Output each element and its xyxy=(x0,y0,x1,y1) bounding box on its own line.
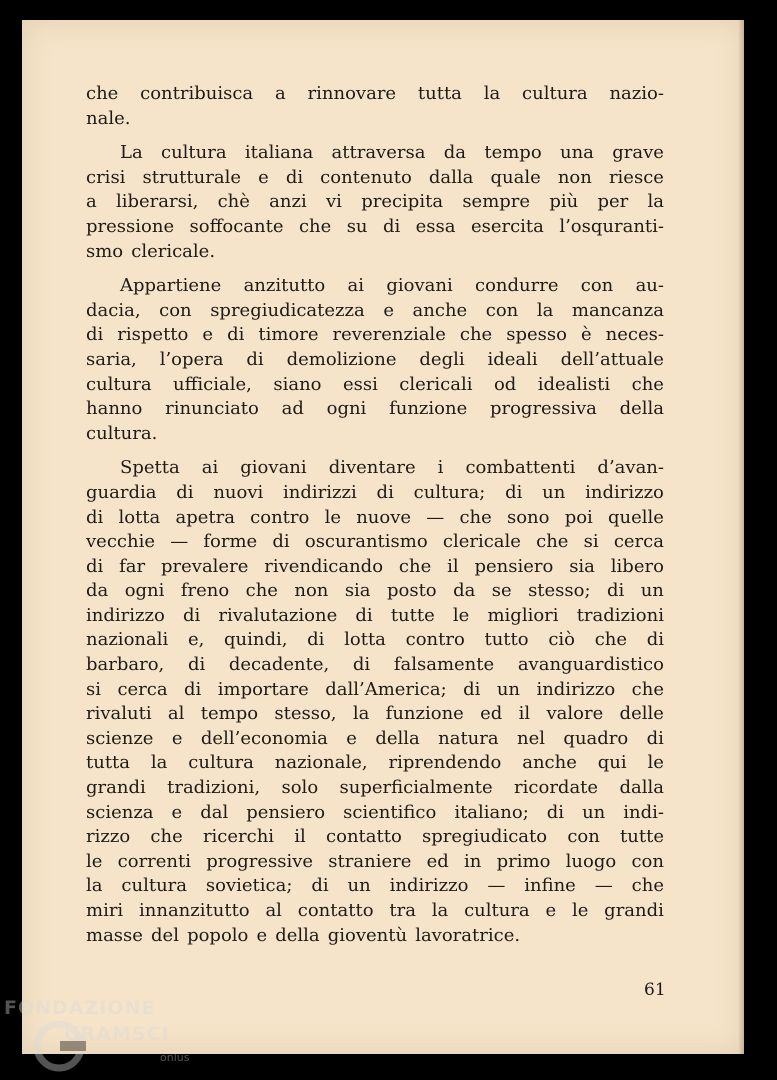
text-line: nazionali e, quindi, di lotta contro tutto ciò che di xyxy=(86,629,664,651)
paragraph xyxy=(86,141,664,264)
text-line: si cerca di importare dall’America; di un indirizzo che xyxy=(86,678,664,700)
watermark xyxy=(4,993,204,1073)
text-line: a liberarsi, chè anzi vi precipita sempre più per la xyxy=(86,191,664,213)
paragraph xyxy=(86,82,664,131)
watermark-sub: onlus xyxy=(160,1051,190,1064)
text-line: guardia di nuovi indirizzi di cultura; di un indirizzo xyxy=(86,481,664,503)
text-line: Spetta ai giovani diventare i combattenti d’avan- xyxy=(120,457,664,479)
paragraph xyxy=(86,274,664,446)
watermark-line1: FONDAZIONE xyxy=(4,997,156,1019)
text-line: nale. xyxy=(86,107,131,129)
text-line: saria, l’opera di demolizione degli ideali dell’attuale xyxy=(86,348,664,370)
page-number: 61 xyxy=(644,980,666,1000)
text-line: indirizzo di rivalutazione di tutte le migliori tradizioni xyxy=(86,604,664,626)
watermark-line2: GRAMSCI xyxy=(64,1023,170,1045)
text-line: dacia, con spregiudicatezza e anche con la mancanza xyxy=(86,299,664,321)
text-line: crisi strutturale e di contenuto dalla quale non riesce xyxy=(86,166,664,188)
text-line: che contribuisca a rinnovare tutta la cultura nazio- xyxy=(86,83,664,104)
text-line: da ogni freno che non sia posto da se stesso; di un xyxy=(86,580,664,602)
page-edge-shadow xyxy=(738,20,744,1054)
text-line: Appartiene anzitutto ai giovani condurre con au- xyxy=(120,275,664,297)
text-line: smo clericale. xyxy=(86,240,216,262)
text-line: miri innanzitutto al contatto tra la cultura e le grandi xyxy=(86,900,664,921)
text-line: rivaluti al tempo stesso, la funzione ed il valore delle xyxy=(86,703,664,725)
text-line: di lotta apetra contro le nuove — che sono poi quelle xyxy=(86,506,664,528)
text-line: cultura. xyxy=(86,422,158,444)
text-line: hanno rinunciato ad ogni funzione progressiva della xyxy=(86,398,664,420)
paragraph xyxy=(86,456,664,948)
text-line: rizzo che ricerchi il contatto spregiudicato con tutte xyxy=(86,826,664,848)
text-line: di far prevalere rivendicando che il pensiero sia libero xyxy=(86,555,664,577)
text-line: masse del popolo e della gioventù lavoratrice. xyxy=(86,924,521,946)
body-text xyxy=(86,82,664,958)
book-page xyxy=(22,20,744,1054)
text-line: La cultura italiana attraversa da tempo una grave xyxy=(120,142,664,164)
text-line: scienze e dell’economia e della natura nel quadro di xyxy=(86,727,664,749)
text-line: le correnti progressive straniere ed in primo luogo con xyxy=(86,850,664,872)
text-line: vecchie — forme di oscurantismo clericale che si cerca xyxy=(86,531,664,553)
text-line: grandi tradizioni, solo superficialmente ricordate dalla xyxy=(86,777,664,799)
text-line: pressione soffocante che su di essa esercita l’osquranti- xyxy=(86,215,664,237)
text-line: barbaro, di decadente, di falsamente avanguardistico xyxy=(86,654,664,676)
text-line: scienza e dal pensiero scientifico italiano; di un indi- xyxy=(86,801,664,823)
text-line: tutta la cultura nazionale, riprendendo anche qui le xyxy=(86,752,664,774)
text-line: di rispetto e di timore reverenziale che spesso è neces- xyxy=(86,324,664,346)
text-line: cultura ufficiale, siano essi clericali od idealisti che xyxy=(86,373,664,395)
text-line: la cultura sovietica; di un indirizzo — infine — che xyxy=(86,875,664,897)
